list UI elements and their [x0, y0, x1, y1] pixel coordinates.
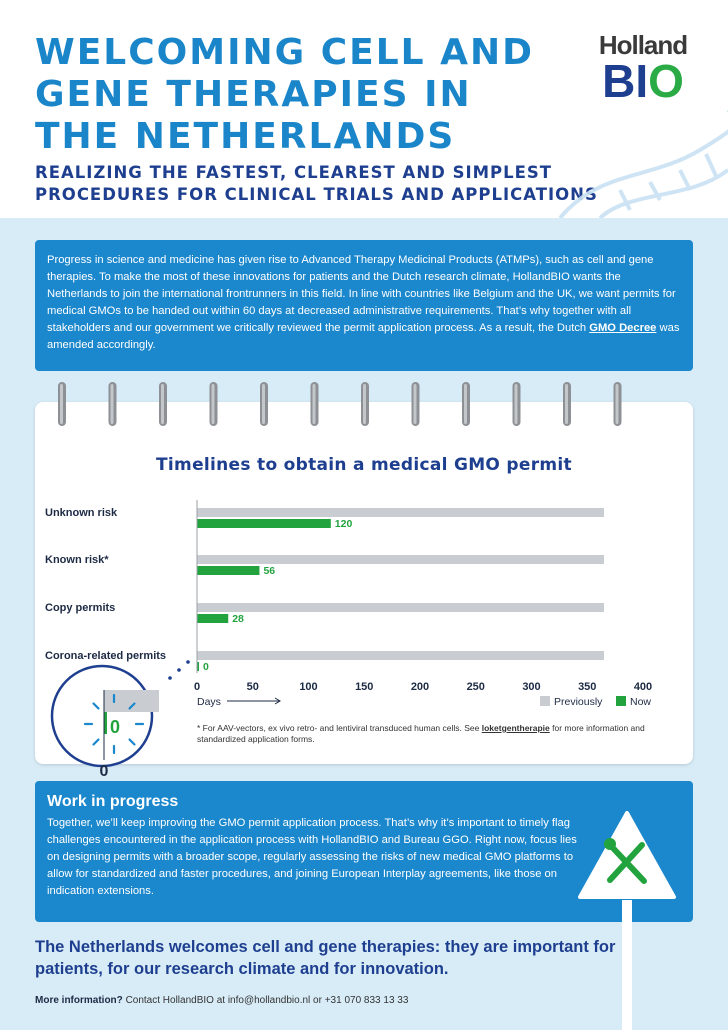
zoom-connector-dot	[168, 676, 172, 680]
category-label: Corona-related permits	[45, 650, 167, 662]
bar-now	[197, 519, 331, 528]
zoom-connector-dot	[186, 660, 190, 664]
footnote-tail: for more information and standardized application forms.	[197, 723, 645, 744]
contact-text: Contact HollandBIO at info@hollandbio.nl or +31 070 833 13 33	[125, 995, 409, 1006]
chart-title: Timelines to obtain a medical GMO permit	[156, 455, 572, 475]
contact-line	[35, 995, 408, 1006]
logo-word-holland: Holland	[598, 30, 688, 60]
x-tick-label: 400	[633, 681, 653, 693]
x-tick-label: 300	[522, 681, 541, 693]
bar-previously	[197, 555, 604, 564]
zoom-axis-label: 0	[99, 763, 109, 780]
construction-sign-icon	[578, 805, 678, 1030]
loketgentherapie-link[interactable]: loketgentherapie	[481, 723, 550, 733]
page-title: WELCOMING CELL AND GENE THERAPIES IN THE NETHERLANDS	[35, 32, 534, 157]
zoom-inset-circle	[52, 666, 152, 766]
bar-previously	[197, 508, 604, 517]
bar-now	[197, 614, 228, 623]
x-tick-label: 200	[410, 681, 430, 693]
zoom-bar-previously	[104, 690, 159, 712]
bar-previously	[197, 603, 604, 612]
bar-now-value-label: 120	[334, 518, 353, 530]
legend-label-now: Now	[630, 696, 652, 708]
chart-footnote	[197, 723, 667, 745]
legend-swatch-previously	[540, 696, 550, 706]
footnote-body: * For AAV-vectors, ex vivo retro- and lentiviral transduced human cells. See	[197, 723, 480, 733]
bar-now	[197, 566, 259, 575]
logo-o: O	[648, 55, 684, 107]
work-text: Together, we’ll keep improving the GMO permit application process. That’s why it’s important to timely flag challenges encountered in the application process with HollandBIO and Bureau GGO. Right now, focus lies on designing permits with a broader scope, regularly assessing the risks of new medical GMO platforms to allow for standardized and faster procedures, and joining European Interplay agreements, like those on indication extensions.	[47, 817, 577, 897]
category-label: Unknown risk	[45, 507, 118, 519]
legend-swatch-now	[616, 696, 626, 706]
intro-body: Progress in science and medicine has given rise to Advanced Therapy Medicinal Products (ATMPs), such as cell and gene therapies. To make the most of these innovations for patients and the Dutch research climate, HollandBIO wants the Netherlands to join the international frontrunners in this field. In line with countries like Belgium and the UK, we want permits for medical GMOs to be handed out within 60 days at decreased administrative requirements. That’s why together with all stakeholders and our government we critically reviewed the permit application process. As a result, the Dutch	[47, 254, 676, 334]
x-tick-label: 0	[193, 681, 201, 693]
gmo-decree-link[interactable]: GMO Decree	[589, 322, 657, 334]
x-tick-label: 150	[355, 681, 374, 693]
page-subtitle: REALIZING THE FASTEST, CLEAREST AND SIMPLEST PROCEDURES FOR CLINICAL TRIALS AND APPLICATIONS	[35, 163, 598, 204]
bar-previously	[197, 651, 604, 660]
category-label: Known risk*	[45, 554, 109, 566]
bar-now-value-label: 56	[263, 565, 276, 577]
bar-now-value-label: 28	[232, 613, 244, 625]
bar-now-value-label: 0	[203, 661, 209, 673]
zoom-connector-dot	[177, 668, 181, 672]
category-label: Copy permits	[45, 602, 116, 614]
contact-label: More information?	[35, 995, 123, 1006]
x-tick-label: 350	[578, 681, 597, 693]
x-tick-label: 250	[466, 681, 485, 693]
x-tick-label: 100	[299, 681, 318, 693]
logo-bi: BI	[602, 55, 649, 107]
work-heading: Work in progress	[47, 793, 179, 810]
legend-label-previously: Previously	[554, 696, 603, 708]
zoom-value-label: 0	[110, 717, 121, 737]
closing-statement: The Netherlands welcomes cell and gene therapies: they are important for patients, for our research climate and for innovation.	[35, 938, 616, 978]
x-axis-label: Days	[197, 696, 221, 708]
x-tick-label: 50	[246, 681, 259, 693]
intro-tail: was amended accordingly.	[47, 322, 680, 351]
